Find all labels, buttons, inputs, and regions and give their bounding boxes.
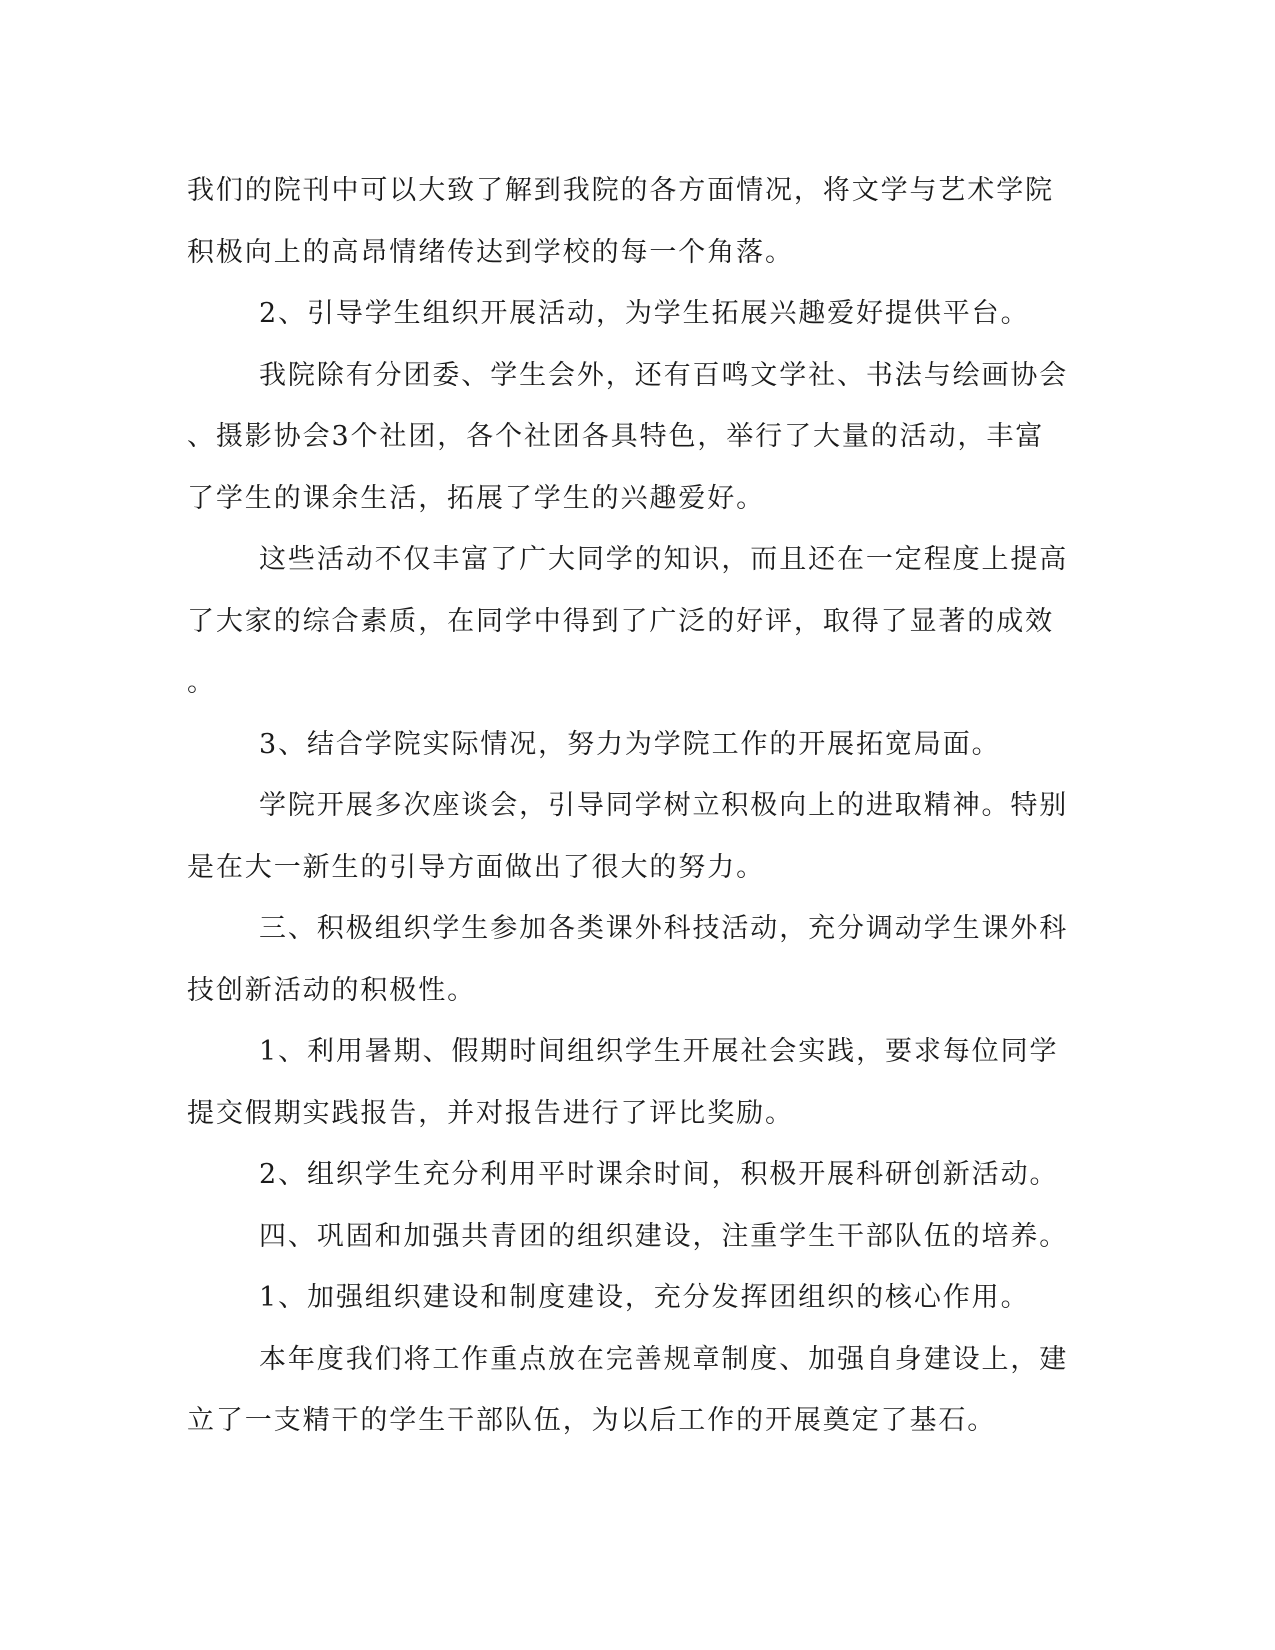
text-line: 这些活动不仅丰富了广大同学的知识，而且还在一定程度上提高 — [259, 544, 1069, 575]
text-line: 是在大一新生的引导方面做出了很大的努力。 — [187, 851, 765, 883]
text-line: 1、加强组织建设和制度建设，充分发挥团组织的核心作用。 — [259, 1282, 1030, 1313]
text-line: 技创新活动的积极性。 — [187, 974, 476, 1006]
text-line: 本年度我们将工作重点放在完善规章制度、加强自身建设上，建 — [259, 1343, 1069, 1375]
text-line: 、摄影协会3个社团，各个社团各具特色，举行了大量的活动，丰富 — [187, 421, 1045, 452]
text-line: 四、巩固和加强共青团的组织建设，注重学生干部队伍的培养。 — [259, 1220, 1069, 1252]
text-line: 2、引导学生组织开展活动，为学生拓展兴趣爱好提供平台。 — [259, 298, 1030, 329]
body-text — [187, 160, 1087, 1452]
text-line: 。 — [187, 667, 216, 698]
text-line: 了大家的综合素质，在同学中得到了广泛的好评，取得了显著的成效 — [187, 605, 1054, 637]
text-line: 我们的院刊中可以大致了解到我院的各方面情况，将文学与艺术学院 — [187, 175, 1054, 206]
text-line: 立了一支精干的学生干部队伍，为以后工作的开展奠定了基石。 — [187, 1405, 997, 1436]
text-line: 2、组织学生充分利用平时课余时间，积极开展科研创新活动。 — [259, 1159, 1059, 1190]
text-line: 学院开展多次座谈会，引导同学树立积极向上的进取精神。特别 — [259, 790, 1069, 821]
text-line: 1、利用暑期、假期时间组织学生开展社会实践，要求每位同学 — [259, 1036, 1059, 1067]
text-line: 积极向上的高昂情绪传达到学校的每一个角落。 — [187, 236, 794, 268]
text-line: 三、积极组织学生参加各类课外科技活动，充分调动学生课外科 — [259, 913, 1069, 944]
text-line: 3、结合学院实际情况，努力为学院工作的开展拓宽局面。 — [259, 728, 1001, 760]
text-line: 了学生的课余生活，拓展了学生的兴趣爱好。 — [187, 482, 765, 514]
text-line: 我院除有分团委、学生会外，还有百鸣文学社、书法与绘画协会 — [259, 359, 1069, 391]
text-line: 提交假期实践报告，并对报告进行了评比奖励。 — [187, 1097, 794, 1129]
